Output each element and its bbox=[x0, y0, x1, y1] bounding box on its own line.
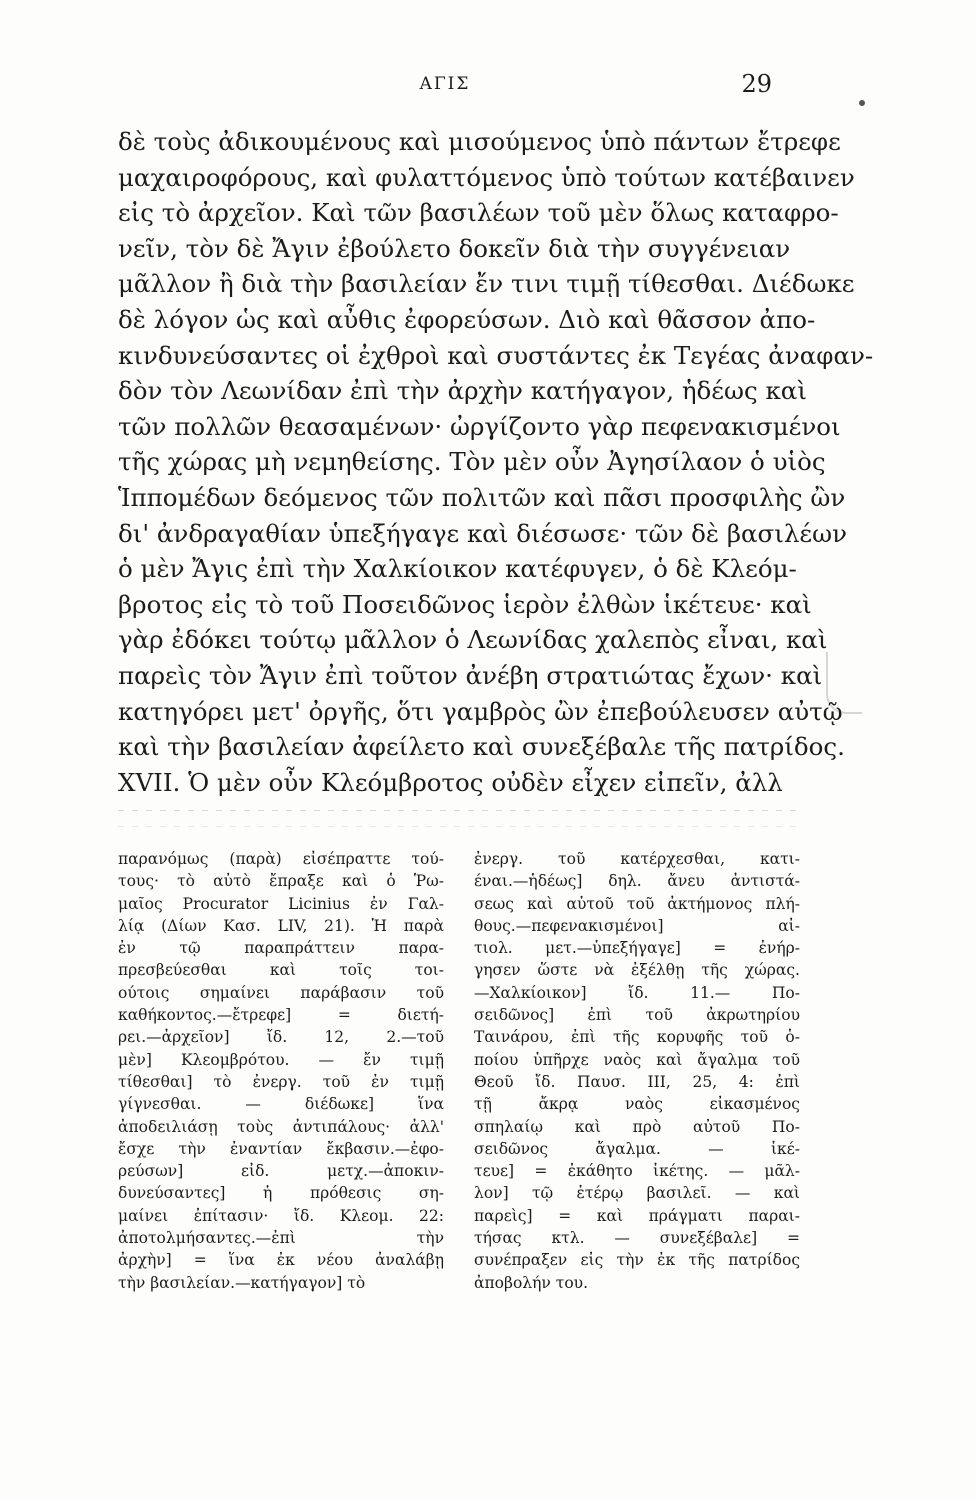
running-title: ΑΓΙΣ bbox=[419, 74, 471, 94]
text-line: καὶ τὴν βασιλείαν ἀφείλετο καὶ συνεξέβαλε τῆς πατρίδος. bbox=[118, 732, 845, 762]
footnote-line: ποίου ὑπῆρχε ναὸς καὶ ἄγαλμα τοῦ bbox=[474, 1050, 800, 1069]
footnote-line: λον] τῷ ἑτέρῳ βασιλεῖ. — καὶ bbox=[474, 1184, 800, 1203]
footnote-line: ούτοις σημαίνει παράβασιν τοῦ bbox=[118, 983, 444, 1002]
footnote-line: γησεν ὥστε νὰ ἐξέλθῃ τῆς χώρας. bbox=[474, 961, 800, 980]
footnote-line: καθήκοντος.—ἔτρεφε] = διετή- bbox=[118, 1006, 444, 1025]
text-line: γὰρ ἐδόκει τούτῳ μᾶλλον ὁ Λεωνίδας χαλεπὸς εἶναι, καὶ bbox=[118, 625, 828, 655]
footnote-line: παρανόμως (παρὰ) εἰσέπραττε τού- bbox=[118, 850, 444, 868]
text-line: παρεὶς τὸν Ἄγιν ἐπὶ τοῦτον ἀνέβη στρατιώτας ἔχων· καὶ bbox=[118, 660, 823, 690]
footnote-line: τὴν βασιλείαν.—κατήγαγον] τὸ bbox=[118, 1273, 366, 1292]
footnote-line: σπηλαίῳ καὶ πρὸ αὐτοῦ Πο- bbox=[474, 1117, 800, 1136]
footnote-line: τῇ ἄκρᾳ ναὸς εἰκασμένος bbox=[474, 1095, 800, 1114]
footnote-line: ἀποβολήν του. bbox=[474, 1273, 588, 1292]
footnotes bbox=[118, 848, 798, 1318]
text-line: δὸν τὸν Λεωνίδαν ἐπὶ τὴν ἀρχὴν κατήγαγον, ἡδέως καὶ bbox=[118, 376, 807, 406]
text-line: δὲ λόγον ὡς καὶ αὖθις ἐφορεύσων. Διὸ καὶ θᾶσσον ἀπο- bbox=[118, 304, 816, 334]
text-line: μᾶλλον ἢ διὰ τὴν βασιλείαν ἔν τινι τιμῇ τίθεσθαι. Διέδωκε bbox=[118, 269, 855, 299]
footnote-line: μὲν] Κλεομβρότου. — ἔν τιμῇ bbox=[118, 1050, 444, 1069]
footnote-line: έναι.—ἡδέως] δηλ. ἄνευ ἀντιστά- bbox=[474, 872, 800, 891]
footnote-line: σειδῶνος ἄγαλμα. — ἱκέ- bbox=[474, 1139, 800, 1158]
text-line: δὲ τοὺς ἀδικουμένους καὶ μισούμενος ὑπὸ πάντων ἔτρεφε bbox=[118, 127, 841, 156]
footnote-line: ἐνεργ. τοῦ κατέρχεσθαι, κατι- bbox=[474, 850, 800, 868]
footnote-line: Ταινάρου, ἐπὶ τῆς κορυφῆς τοῦ ὁ- bbox=[474, 1028, 800, 1047]
text-line: τῶν πολλῶν θεασαμένων· ὠργίζοντο γὰρ πεφενακισμένοι bbox=[118, 411, 841, 441]
footnote-line: σειδῶνος] ἐπὶ τοῦ ἀκρωτηρίου bbox=[474, 1006, 800, 1025]
footnote-line: ἀποτολμήσαντες.—ἐπὶ τὴν bbox=[118, 1229, 444, 1248]
footnote-line: τήσας κτλ. — συνεξέβαλε] = bbox=[474, 1229, 800, 1248]
footnote-line: ἀρχὴν] = ἵνα ἐκ νέου ἀναλάβῃ bbox=[118, 1251, 444, 1270]
footnote-line: λίᾳ (Δίων Κασ. LIV, 21). Ἡ παρὰ bbox=[118, 916, 444, 935]
footnote-line: μαίνει ἐπίτασιν· ἴδ. Κλεομ. 22: bbox=[118, 1206, 444, 1225]
footnote-line: συνέπραξεν εἰς τὴν ἐκ τῆς πατρίδος bbox=[474, 1251, 800, 1270]
running-head bbox=[118, 70, 772, 100]
main-text-block bbox=[118, 124, 874, 800]
stray-ink-dot bbox=[859, 100, 865, 106]
footnote-line: —Χαλκίοικον] ἴδ. 11.— Πο- bbox=[474, 983, 800, 1002]
footnote-line: τιολ. μετ.—ὑπεξήγαγε] = ἐνήρ- bbox=[474, 939, 800, 958]
footnote-line: σεως καὶ αὐτοῦ τοῦ ἀκτήμονος πλή- bbox=[474, 894, 800, 913]
footnote-line: ἀποδειλιάσῃ τοὺς ἀντιπάλους· ἀλλ' bbox=[118, 1117, 444, 1136]
text-line: κατηγόρει μετ' ὀργῆς, ὅτι γαμβρὸς ὢν ἐπεβούλευσεν αὐτῷ bbox=[118, 696, 843, 726]
footnote-line: Θεοῦ ἴδ. Παυσ. III, 25, 4: ἐπὶ bbox=[474, 1072, 800, 1091]
text-line: μαχαιροφόρους, καὶ φυλαττόμενος ὑπὸ τούτων κατέβαινεν bbox=[118, 162, 855, 192]
footnotes-right-column bbox=[474, 848, 800, 1294]
bleed-through-line bbox=[118, 826, 798, 827]
footnote-line: παρεὶς] = καὶ πράγματι παραι- bbox=[474, 1206, 800, 1225]
footnote-line: ἐν τῷ παραπράττειν παρα- bbox=[118, 939, 444, 958]
text-line: βροτος εἰς τὸ τοῦ Ποσειδῶνος ἱερὸν ἐλθὼν ἱκέτευε· καὶ bbox=[118, 589, 812, 619]
text-line: νεῖν, τὸν δὲ Ἄγιν ἐβούλετο δοκεῖν διὰ τὴν συγγένειαν bbox=[118, 233, 791, 263]
footnote-line: τίθεσθαι] τὸ ἐνεργ. τοῦ ἐν τιμῇ bbox=[118, 1072, 444, 1091]
page-number: 29 bbox=[741, 70, 772, 98]
bleed-through-line bbox=[118, 810, 798, 811]
footnote-line: δυνεύσαντες] ἡ πρόθεσις ση- bbox=[118, 1184, 444, 1203]
footnote-line: ρεύσων] εἰδ. μετχ.—ἀποκιν- bbox=[118, 1162, 444, 1181]
footnotes-left-column bbox=[118, 848, 444, 1294]
text-line: εἰς τὸ ἀρχεῖον. Καὶ τῶν βασιλέων τοῦ μὲν ὅλως καταφρο- bbox=[118, 198, 839, 228]
footnote-line: γίγνεσθαι. — διέδωκε] ἵνα bbox=[118, 1095, 444, 1114]
text-line: κινδυνεύσαντες οἱ ἐχθροὶ καὶ συστάντες ἐκ Τεγέας ἀναφαν- bbox=[118, 340, 874, 370]
text-line: Ἱππομέδων δεόμενος τῶν πολιτῶν καὶ πᾶσι προσφιλὴς ὢν bbox=[118, 482, 846, 512]
footnote-line: ἔσχε τὴν ἐναντίαν ἔκβασιν.—ἐφο- bbox=[118, 1139, 444, 1158]
footnote-line: ρει.—ἀρχεῖον] ἴδ. 12, 2.—τοῦ bbox=[118, 1028, 444, 1047]
footnote-line: τευε] = ἐκάθητο ἱκέτης. — μᾶλ- bbox=[474, 1162, 800, 1181]
text-line: δι' ἀνδραγαθίαν ὑπεξήγαγε καὶ διέσωσε· τῶν δὲ βασιλέων bbox=[118, 518, 847, 548]
text-line: τῆς χώρας μὴ νεμηθείσης. Τὸν μὲν οὖν Ἀγησίλαον ὁ υἱὸς bbox=[118, 447, 826, 477]
footnote-line: θους.—πεφενακισμένοι] αἰ- bbox=[474, 916, 800, 935]
footnote-line: τους· τὸ αὐτὸ ἔπραξε καὶ ὁ Ῥω- bbox=[118, 872, 444, 891]
text-line: ὁ μὲν Ἄγις ἐπὶ τὴν Χαλκίοικον κατέφυγεν, ὁ δὲ Κλεόμ- bbox=[118, 554, 797, 584]
text-line: XVII. Ὁ μὲν οὖν Κλεόμβροτος οὐδὲν εἶχεν εἰπεῖν, ἀλλ bbox=[118, 767, 783, 797]
footnote-line: μαῖος Procurator Licinius ἐν Γαλ- bbox=[118, 894, 444, 913]
footnote-line: πρεσβεύεσθαι καὶ τοῖς τοι- bbox=[118, 961, 444, 980]
